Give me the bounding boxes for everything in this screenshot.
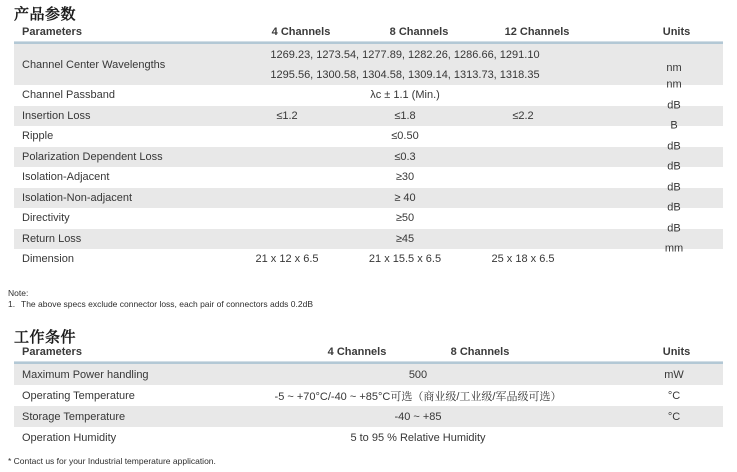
wavelengths-line2: 1295.56, 1300.58, 1304.58, 1309.14, 1313.73, 1318.35 [270, 68, 540, 81]
unit-label: B [670, 119, 678, 132]
footnote: * Contact us for your Industrial temperature application. [8, 456, 216, 466]
param-label: Storage Temperature [22, 410, 126, 423]
param-label: Polarization Dependent Loss [22, 150, 163, 163]
operating-header-8channels: 8 Channels [450, 346, 510, 358]
unit-label: dB [667, 99, 681, 112]
note-item-text: The above specs exclude connector loss, each pair of connectors adds 0.2dB [21, 298, 314, 309]
unit-label: dB [667, 181, 681, 194]
row-maximum-power-handling [14, 364, 723, 385]
product-header-parameters: Parameters [22, 26, 82, 38]
operating-section-title: 工作条件 [14, 329, 77, 346]
product-table-header [0, 26, 737, 41]
note-label: Note: [8, 288, 29, 298]
operating-table-header [0, 346, 737, 361]
param-label: Channel Passband [22, 89, 115, 102]
note-item-number: 1. [8, 298, 16, 309]
value-8ch: ≤1.8 [394, 109, 416, 122]
value-12ch: ≤2.2 [512, 109, 534, 122]
param-label: Operation Humidity [22, 431, 117, 444]
param-label: Isolation-Adjacent [22, 171, 110, 184]
operating-header-units: Units [662, 346, 691, 358]
unit-label: °C [667, 389, 681, 402]
param-label: Maximum Power handling [22, 368, 149, 381]
param-label: Ripple [22, 130, 54, 143]
param-label: Isolation-Non-adjacent [22, 191, 133, 204]
product-header-units: Units [662, 26, 691, 38]
wavelengths-values [228, 45, 582, 85]
ripple-value: ≤0.50 [391, 130, 419, 143]
row-operation-humidity [14, 427, 723, 448]
operating-header-parameters: Parameters [22, 346, 82, 358]
isolation-non-adjacent-value: ≥ 40 [394, 191, 416, 204]
param-label: Return Loss [22, 232, 82, 245]
unit-label: mW [664, 368, 684, 381]
operating-table [14, 364, 723, 448]
unit-label: nm [666, 61, 682, 74]
row-storage-temperature [14, 406, 723, 427]
pdl-value: ≤0.3 [394, 150, 416, 163]
unit-label: dB [667, 160, 681, 173]
directivity-value: ≥50 [395, 212, 415, 225]
product-table [14, 44, 723, 270]
power-value: 500 [408, 368, 428, 381]
unit-label: nm [666, 78, 682, 91]
unit-label: mm [664, 242, 684, 255]
note-item [8, 299, 313, 310]
storage-temp-value: -40 ~ +85 [394, 410, 442, 423]
operating-temp-value: -5 ~ +70°C/-40 ~ +85°C可选（商业级/工业级/军品级可选） [274, 390, 562, 403]
param-label: Dimension [22, 253, 74, 266]
unit-label: dB [667, 222, 681, 235]
product-header-4channels: 4 Channels [271, 26, 331, 38]
passband-value: λc ± 1.1 (Min.) [370, 89, 440, 102]
unit-label: dB [667, 140, 681, 153]
row-dimension [14, 242, 723, 270]
wavelengths-line1: 1269.23, 1273.54, 1277.89, 1282.26, 1286.66, 1291.10 [270, 48, 540, 61]
param-label: Directivity [22, 212, 70, 225]
humidity-value: 5 to 95 % Relative Humidity [350, 431, 486, 444]
value-4ch: ≤1.2 [276, 109, 298, 122]
unit-label: dB [667, 201, 681, 214]
note-block [8, 288, 313, 309]
product-header-8channels: 8 Channels [389, 26, 449, 38]
value-12ch: 25 x 18 x 6.5 [491, 253, 555, 266]
param-label: Insertion Loss [22, 109, 91, 122]
unit-label: °C [667, 410, 681, 423]
value-4ch: 21 x 12 x 6.5 [255, 253, 319, 266]
row-operating-temperature [14, 385, 723, 406]
return-loss-value: ≥45 [395, 232, 415, 245]
product-section-title: 产品参数 [14, 6, 77, 23]
param-label: Channel Center Wavelengths [22, 58, 166, 71]
value-8ch: 21 x 15.5 x 6.5 [368, 253, 442, 266]
isolation-adjacent-value: ≥30 [395, 171, 415, 184]
param-label: Operating Temperature [22, 389, 135, 402]
operating-header-4channels: 4 Channels [327, 346, 387, 358]
product-header-12channels: 12 Channels [504, 26, 570, 38]
